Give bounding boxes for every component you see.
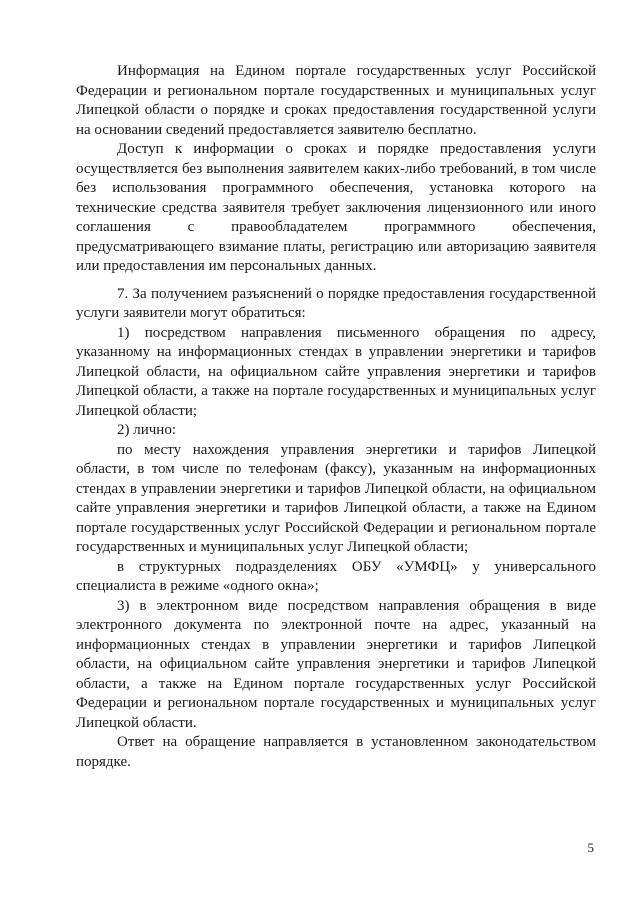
paragraph-item-electronic: 3) в электронном виде посредством направления обращения в виде электронного документа по электронной почте на адрес, указанный на информационных стендах в управлении энергетики и тарифов Липецкой области, на официальном сайте управления энергетики и тарифов Липецкой области, а также на Едином портале государственных услуг Российской Федерации и региональном портале государственных и муниципальных услуг Липецкой области. xyxy=(76,597,596,731)
paragraph-item-written: 1) посредством направления письменного обращения по адресу, указанному на информационных стендах в управлении энергетики и тарифов Липецкой области, на официальном сайте управления энергетики и тарифов Липецкой области, а также на портале государственных и муниципальных услуг Липецкой области; xyxy=(76,324,596,419)
paragraph-umfc: в структурных подразделениях ОБУ «УМФЦ» у универсального специалиста в режиме «одного окна»; xyxy=(76,558,596,594)
paragraph-item-in-person: 2) лично: xyxy=(117,422,176,438)
paragraph-clause-7: 7. За получением разъяснений о порядке предоставления государственной услуги заявители могут обратиться: xyxy=(76,285,596,321)
paragraph-response: Ответ на обращение направляется в установленном законодательством порядке. xyxy=(76,734,596,770)
paragraph-location-phone: по месту нахождения управления энергетики и тарифов Липецкой области, в том числе по телефонам (факсу), указанным на информационных стендах в управлении энергетики и тарифов Липецкой области, на официальном сайте управления энергетики и тарифов Липецкой области, а также на Едином портале государственных услуг Российской Федерации и региональном портале государственных и муниципальных услуг Липецкой области; xyxy=(76,441,596,555)
paragraph-info-free: Информация на Едином портале государственных услуг Российской Федерации и региональном портале государственных и муниципальных услуг Липецкой области о порядке и сроках предоставления государственной услуги на основании сведений предоставляется заявителю бесплатно. xyxy=(76,63,596,138)
paragraph-access-conditions: Доступ к информации о сроках и порядке предоставления услуги осуществляется без выполнения заявителем каких-либо требований, в том числе без использования программного обеспечения, установка которого на технические средства заявителя требует заключения лицензионного или иного соглашения с правообладателем программного обеспечения, предусматривающего взимание платы, регистрацию или авторизацию заявителя или предоставления им персональных данных. xyxy=(76,141,596,274)
document-body xyxy=(76,62,596,772)
page-number: 5 xyxy=(587,840,594,855)
